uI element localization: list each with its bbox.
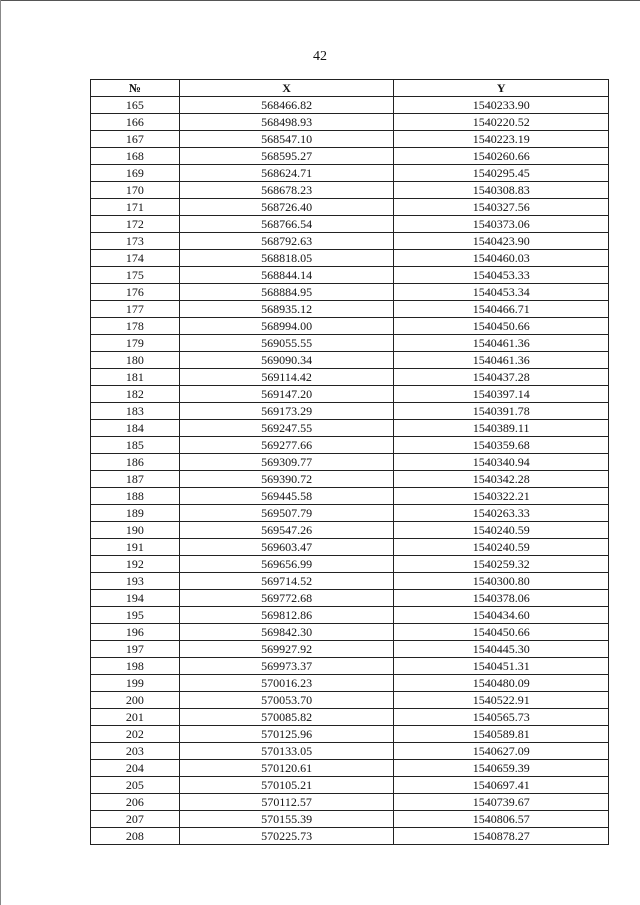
cell-number: 169 xyxy=(91,165,180,182)
cell-number: 185 xyxy=(91,437,180,454)
table-row xyxy=(91,794,609,811)
cell-x: 569090.34 xyxy=(179,352,394,369)
cell-y: 1540806.57 xyxy=(394,811,609,828)
coordinates-table xyxy=(90,79,609,845)
cell-x: 568547.10 xyxy=(179,131,394,148)
cell-y: 1540259.32 xyxy=(394,556,609,573)
cell-x: 569247.55 xyxy=(179,420,394,437)
cell-y: 1540461.36 xyxy=(394,352,609,369)
cell-y: 1540308.83 xyxy=(394,182,609,199)
cell-y: 1540340.94 xyxy=(394,454,609,471)
cell-y: 1540327.56 xyxy=(394,199,609,216)
table-row xyxy=(91,182,609,199)
cell-x: 569973.37 xyxy=(179,658,394,675)
table-header-row xyxy=(91,80,609,97)
cell-y: 1540359.68 xyxy=(394,437,609,454)
cell-x: 569147.20 xyxy=(179,386,394,403)
cell-y: 1540437.28 xyxy=(394,369,609,386)
header-y: Y xyxy=(394,80,609,97)
table-body xyxy=(91,97,609,845)
cell-x: 570053.70 xyxy=(179,692,394,709)
cell-x: 568766.54 xyxy=(179,216,394,233)
cell-number: 207 xyxy=(91,811,180,828)
cell-number: 190 xyxy=(91,522,180,539)
cell-y: 1540659.39 xyxy=(394,760,609,777)
cell-number: 188 xyxy=(91,488,180,505)
cell-x: 570112.57 xyxy=(179,794,394,811)
cell-x: 570225.73 xyxy=(179,828,394,845)
table-row xyxy=(91,352,609,369)
cell-number: 166 xyxy=(91,114,180,131)
table-row xyxy=(91,335,609,352)
table-row xyxy=(91,811,609,828)
table-row xyxy=(91,471,609,488)
table-row xyxy=(91,148,609,165)
cell-y: 1540263.33 xyxy=(394,505,609,522)
cell-y: 1540445.30 xyxy=(394,641,609,658)
cell-number: 195 xyxy=(91,607,180,624)
cell-number: 170 xyxy=(91,182,180,199)
cell-x: 568595.27 xyxy=(179,148,394,165)
cell-number: 191 xyxy=(91,539,180,556)
cell-y: 1540453.34 xyxy=(394,284,609,301)
cell-x: 569547.26 xyxy=(179,522,394,539)
table-row xyxy=(91,488,609,505)
table-row xyxy=(91,590,609,607)
cell-y: 1540589.81 xyxy=(394,726,609,743)
cell-y: 1540461.36 xyxy=(394,335,609,352)
cell-number: 178 xyxy=(91,318,180,335)
table-row xyxy=(91,624,609,641)
cell-number: 202 xyxy=(91,726,180,743)
cell-y: 1540434.60 xyxy=(394,607,609,624)
cell-number: 198 xyxy=(91,658,180,675)
scan-edge-left xyxy=(0,0,1,905)
table-row xyxy=(91,692,609,709)
table-row xyxy=(91,658,609,675)
cell-y: 1540739.67 xyxy=(394,794,609,811)
table-row xyxy=(91,386,609,403)
cell-x: 568792.63 xyxy=(179,233,394,250)
cell-number: 176 xyxy=(91,284,180,301)
cell-x: 568818.05 xyxy=(179,250,394,267)
cell-number: 206 xyxy=(91,794,180,811)
table-row xyxy=(91,369,609,386)
cell-number: 181 xyxy=(91,369,180,386)
cell-number: 187 xyxy=(91,471,180,488)
cell-x: 570125.96 xyxy=(179,726,394,743)
cell-number: 189 xyxy=(91,505,180,522)
cell-y: 1540240.59 xyxy=(394,522,609,539)
cell-x: 570133.05 xyxy=(179,743,394,760)
cell-number: 197 xyxy=(91,641,180,658)
table-row xyxy=(91,522,609,539)
table-row xyxy=(91,726,609,743)
table-row xyxy=(91,318,609,335)
cell-x: 568498.93 xyxy=(179,114,394,131)
cell-number: 168 xyxy=(91,148,180,165)
table-row xyxy=(91,556,609,573)
table-row xyxy=(91,641,609,658)
cell-number: 175 xyxy=(91,267,180,284)
table-row xyxy=(91,454,609,471)
table-row xyxy=(91,284,609,301)
table-row xyxy=(91,607,609,624)
cell-x: 569445.58 xyxy=(179,488,394,505)
cell-x: 568466.82 xyxy=(179,97,394,114)
cell-y: 1540373.06 xyxy=(394,216,609,233)
cell-x: 569812.86 xyxy=(179,607,394,624)
cell-number: 184 xyxy=(91,420,180,437)
table-row xyxy=(91,131,609,148)
cell-x: 569507.79 xyxy=(179,505,394,522)
cell-y: 1540450.66 xyxy=(394,624,609,641)
table-row xyxy=(91,114,609,131)
cell-number: 201 xyxy=(91,709,180,726)
cell-y: 1540466.71 xyxy=(394,301,609,318)
cell-number: 183 xyxy=(91,403,180,420)
cell-number: 200 xyxy=(91,692,180,709)
table-row xyxy=(91,573,609,590)
cell-y: 1540223.19 xyxy=(394,131,609,148)
cell-y: 1540397.14 xyxy=(394,386,609,403)
table-row xyxy=(91,199,609,216)
cell-number: 172 xyxy=(91,216,180,233)
cell-y: 1540240.59 xyxy=(394,539,609,556)
cell-y: 1540300.80 xyxy=(394,573,609,590)
header-number: № xyxy=(91,80,180,97)
scan-edge-top xyxy=(0,0,640,1)
table-row xyxy=(91,233,609,250)
cell-y: 1540522.91 xyxy=(394,692,609,709)
cell-number: 196 xyxy=(91,624,180,641)
cell-number: 174 xyxy=(91,250,180,267)
cell-y: 1540389.11 xyxy=(394,420,609,437)
table-row xyxy=(91,760,609,777)
cell-x: 568624.71 xyxy=(179,165,394,182)
cell-x: 569842.30 xyxy=(179,624,394,641)
cell-x: 568994.00 xyxy=(179,318,394,335)
cell-y: 1540322.21 xyxy=(394,488,609,505)
cell-y: 1540565.73 xyxy=(394,709,609,726)
cell-y: 1540450.66 xyxy=(394,318,609,335)
cell-y: 1540878.27 xyxy=(394,828,609,845)
table-row xyxy=(91,437,609,454)
cell-x: 569277.66 xyxy=(179,437,394,454)
cell-number: 165 xyxy=(91,97,180,114)
table-row xyxy=(91,505,609,522)
cell-number: 180 xyxy=(91,352,180,369)
table-row xyxy=(91,709,609,726)
table-row xyxy=(91,250,609,267)
cell-number: 204 xyxy=(91,760,180,777)
cell-x: 569173.29 xyxy=(179,403,394,420)
cell-y: 1540233.90 xyxy=(394,97,609,114)
cell-x: 569927.92 xyxy=(179,641,394,658)
header-x: X xyxy=(179,80,394,97)
cell-y: 1540378.06 xyxy=(394,590,609,607)
cell-number: 192 xyxy=(91,556,180,573)
cell-x: 569390.72 xyxy=(179,471,394,488)
cell-x: 569603.47 xyxy=(179,539,394,556)
cell-number: 167 xyxy=(91,131,180,148)
cell-y: 1540451.31 xyxy=(394,658,609,675)
cell-x: 568844.14 xyxy=(179,267,394,284)
cell-y: 1540342.28 xyxy=(394,471,609,488)
table-row xyxy=(91,420,609,437)
table-row xyxy=(91,165,609,182)
cell-number: 171 xyxy=(91,199,180,216)
cell-y: 1540697.41 xyxy=(394,777,609,794)
table-row xyxy=(91,267,609,284)
cell-number: 177 xyxy=(91,301,180,318)
table-row xyxy=(91,403,609,420)
table-row xyxy=(91,97,609,114)
table-row xyxy=(91,777,609,794)
cell-number: 203 xyxy=(91,743,180,760)
cell-x: 570120.61 xyxy=(179,760,394,777)
cell-y: 1540453.33 xyxy=(394,267,609,284)
cell-number: 179 xyxy=(91,335,180,352)
cell-number: 182 xyxy=(91,386,180,403)
table-row xyxy=(91,216,609,233)
cell-y: 1540423.90 xyxy=(394,233,609,250)
cell-x: 568726.40 xyxy=(179,199,394,216)
cell-y: 1540627.09 xyxy=(394,743,609,760)
cell-number: 173 xyxy=(91,233,180,250)
cell-x: 568678.23 xyxy=(179,182,394,199)
table-row xyxy=(91,675,609,692)
cell-x: 570105.21 xyxy=(179,777,394,794)
cell-x: 568935.12 xyxy=(179,301,394,318)
table-row xyxy=(91,743,609,760)
cell-number: 194 xyxy=(91,590,180,607)
table-row xyxy=(91,828,609,845)
page-number: 42 xyxy=(313,49,327,64)
cell-y: 1540260.66 xyxy=(394,148,609,165)
cell-x: 568884.95 xyxy=(179,284,394,301)
cell-y: 1540295.45 xyxy=(394,165,609,182)
cell-y: 1540480.09 xyxy=(394,675,609,692)
cell-x: 569055.55 xyxy=(179,335,394,352)
cell-x: 569656.99 xyxy=(179,556,394,573)
cell-x: 570016.23 xyxy=(179,675,394,692)
cell-y: 1540391.78 xyxy=(394,403,609,420)
cell-x: 570155.39 xyxy=(179,811,394,828)
cell-number: 199 xyxy=(91,675,180,692)
cell-number: 186 xyxy=(91,454,180,471)
cell-x: 569714.52 xyxy=(179,573,394,590)
cell-y: 1540460.03 xyxy=(394,250,609,267)
cell-number: 193 xyxy=(91,573,180,590)
cell-x: 569772.68 xyxy=(179,590,394,607)
cell-x: 570085.82 xyxy=(179,709,394,726)
cell-number: 208 xyxy=(91,828,180,845)
cell-y: 1540220.52 xyxy=(394,114,609,131)
cell-x: 569309.77 xyxy=(179,454,394,471)
cell-number: 205 xyxy=(91,777,180,794)
cell-x: 569114.42 xyxy=(179,369,394,386)
table-row xyxy=(91,539,609,556)
table-row xyxy=(91,301,609,318)
